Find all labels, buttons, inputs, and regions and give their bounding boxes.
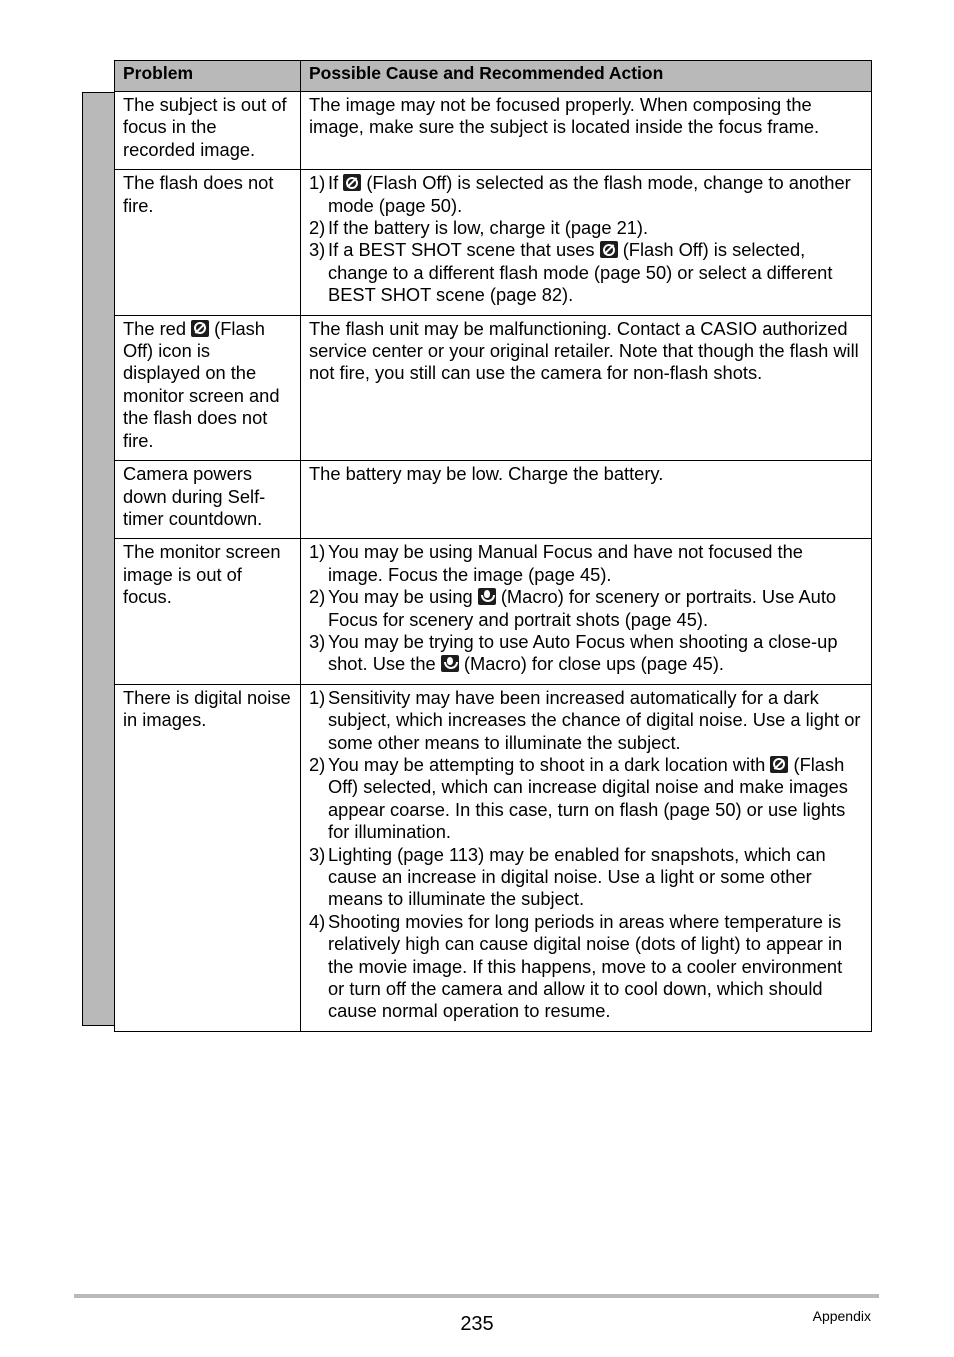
table-row: [115, 315, 872, 460]
section-label: Appendix: [812, 1308, 871, 1324]
problem-cell: The flash does not fire.: [115, 170, 301, 315]
table-row: [115, 684, 872, 1031]
table-row: [115, 92, 872, 170]
cause-cell: [301, 539, 872, 684]
list-item: 3) If a BEST SHOT scene that uses (Flash Off) is selected, change to a different flash mode (page 50) or select a different BEST SHOT scene (page 82).: [309, 239, 833, 306]
problem-cell: The monitor screen image is out of focus.: [115, 539, 301, 684]
problem-cell: The subject is out of focus in the recorded image.: [115, 92, 301, 170]
page-number: 235: [460, 1313, 494, 1335]
list-item: 1) Sensitivity may have been increased automatically for a dark subject, which increases the chance of digital noise. Use a light or some other means to illuminate the subject.: [309, 686, 861, 753]
section-sidebar-bar: [82, 92, 114, 1026]
macro-icon: [441, 655, 459, 672]
header-cause: Possible Cause and Recommended Action: [301, 61, 872, 92]
cause-cell: The battery may be low. Charge the battery.: [301, 461, 872, 539]
header-problem: Problem: [115, 61, 301, 92]
cause-cell: [301, 684, 872, 1031]
list-item: 2) You may be using (Macro) for scenery or portraits. Use Auto Focus for scenery and portrait shots (page 45).: [309, 586, 837, 630]
problem-cell: There is digital noise in images.: [115, 684, 301, 1031]
cause-cell: [301, 170, 872, 315]
cause-cell: The flash unit may be malfunctioning. Contact a CASIO authorized service center or your original retailer. Note that though the flash will not fire, you still can use the camera for non-flash shots.: [301, 315, 872, 460]
list-item: 2) If the battery is low, charge it (page 21).: [309, 217, 649, 239]
flash-off-icon: [343, 174, 361, 191]
cause-cell: The image may not be focused properly. When composing the image, make sure the subject is located inside the focus frame.: [301, 92, 872, 170]
problem-cell: The red (Flash Off) icon is displayed on the monitor screen and the flash does not fire.: [115, 315, 301, 460]
list-item: 1) You may be using Manual Focus and have not focused the image. Focus the image (page 45).: [309, 541, 803, 585]
table-row: [115, 539, 872, 684]
list-item: 4) Shooting movies for long periods in areas where temperature is relatively high can cause digital noise (dots of light) to appear in the movie image. If this happens, move to a cooler environment or turn off the camera and allow it to cool down, which should cause normal operation to resume.: [309, 910, 843, 1022]
flash-off-icon: [191, 320, 209, 337]
table-row: [115, 461, 872, 539]
macro-icon: [478, 588, 496, 605]
footer-divider: [74, 1294, 879, 1298]
troubleshooting-table: [114, 60, 872, 1032]
table-row: [115, 170, 872, 315]
flash-off-icon: [600, 241, 618, 258]
list-item: 1) If (Flash Off) is selected as the flash mode, change to another mode (page 50).: [309, 172, 851, 216]
list-item: 3) You may be trying to use Auto Focus when shooting a close-up shot. Use the (Macro) for close ups (page 45).: [309, 630, 838, 675]
table-header-row: [115, 61, 872, 92]
list-item: 3) Lighting (page 113) may be enabled for snapshots, which can cause an increase in digital noise. Use a light or some other means to illuminate the subject.: [309, 843, 826, 910]
problem-cell: Camera powers down during Self-timer countdown.: [115, 461, 301, 539]
flash-off-icon: [770, 756, 788, 773]
list-item: 2) You may be attempting to shoot in a dark location with (Flash Off) selected, which can increase digital noise and make images appear coarse. In this case, turn on flash (page 50) or use lights for illumination.: [309, 753, 848, 843]
